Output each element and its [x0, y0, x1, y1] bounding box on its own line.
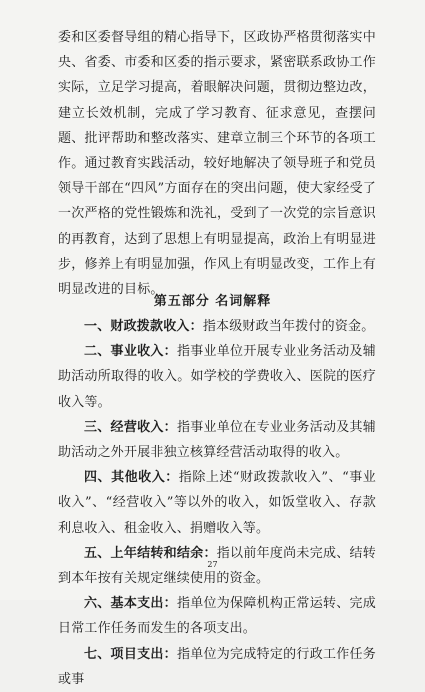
definition-text: 指本级财政当年拨付的资金。	[202, 319, 375, 334]
definition-term: 六、基本支出：	[84, 596, 177, 612]
definition-term: 三、经营收入：	[84, 419, 177, 435]
page-number: 27	[207, 560, 218, 569]
definition-text: 指单位为完成特定的行政工作任务或事	[58, 646, 376, 687]
definition-text: 指事业单位开展专业业务活动及辅助活动所取得的收入。如学校的学费收入、医院的医疗收入等。	[58, 344, 376, 410]
definition-item	[58, 339, 376, 415]
section-title: 第五部分 名词解释	[153, 294, 272, 309]
definition-term: 一、财政拨款收入：	[84, 319, 203, 334]
definition-text: 指事业单位在专业业务活动及其辅助活动之外开展非独立核算经营活动取得的收入。	[58, 419, 376, 461]
intro-paragraph: 委和区委督导组的精心指导下，区政协严格贯彻落实中央、省委、市委和区委的指示要求，紧密联系政协工作实际，立足学习提高，着眼解决问题，贯彻边整边改，建立长效机制，完成了学习教育、征求意见，查摆问题、批评帮助和整改落实、建章立制三个环节的各项工作。通过教育实践活动，较好地解决了领导班子和党员领导干部在“四风”方面存在的突出问题，使大家经受了一次严格的党性锻炼和洗礼，受到了一次党的宗旨意识的再教育，达到了思想上有明显提高，政治上有明显进步，修养上有明显加强，作风上有明显改变，工作上有明显改进的目标。	[58, 30, 376, 298]
definition-term: 二、事业收入：	[84, 344, 177, 360]
definition-term: 七、项目支出：	[84, 646, 177, 662]
definition-text: 指以前年度尚未完成、结转到本年按有关规定继续使用的资金。	[58, 545, 376, 587]
definition-term: 五、上年结转和结余：	[84, 545, 217, 561]
definition-item	[58, 465, 376, 541]
definition-item	[58, 415, 376, 465]
definition-item	[58, 591, 376, 641]
definition-item	[58, 314, 376, 339]
definition-text: 指单位为保障机构正常运转、完成日常工作任务而发生的各项支出。	[58, 596, 376, 637]
definition-text: 指除上述“财政拨款收入”、“事业收入”、“经营收入”等以外的收入，如饭堂收入、存款利息收入、租金收入、捐赠收入等。	[58, 470, 377, 536]
definition-item	[58, 642, 376, 692]
definition-term: 四、其他收入：	[84, 470, 179, 486]
definitions-list	[58, 314, 376, 692]
